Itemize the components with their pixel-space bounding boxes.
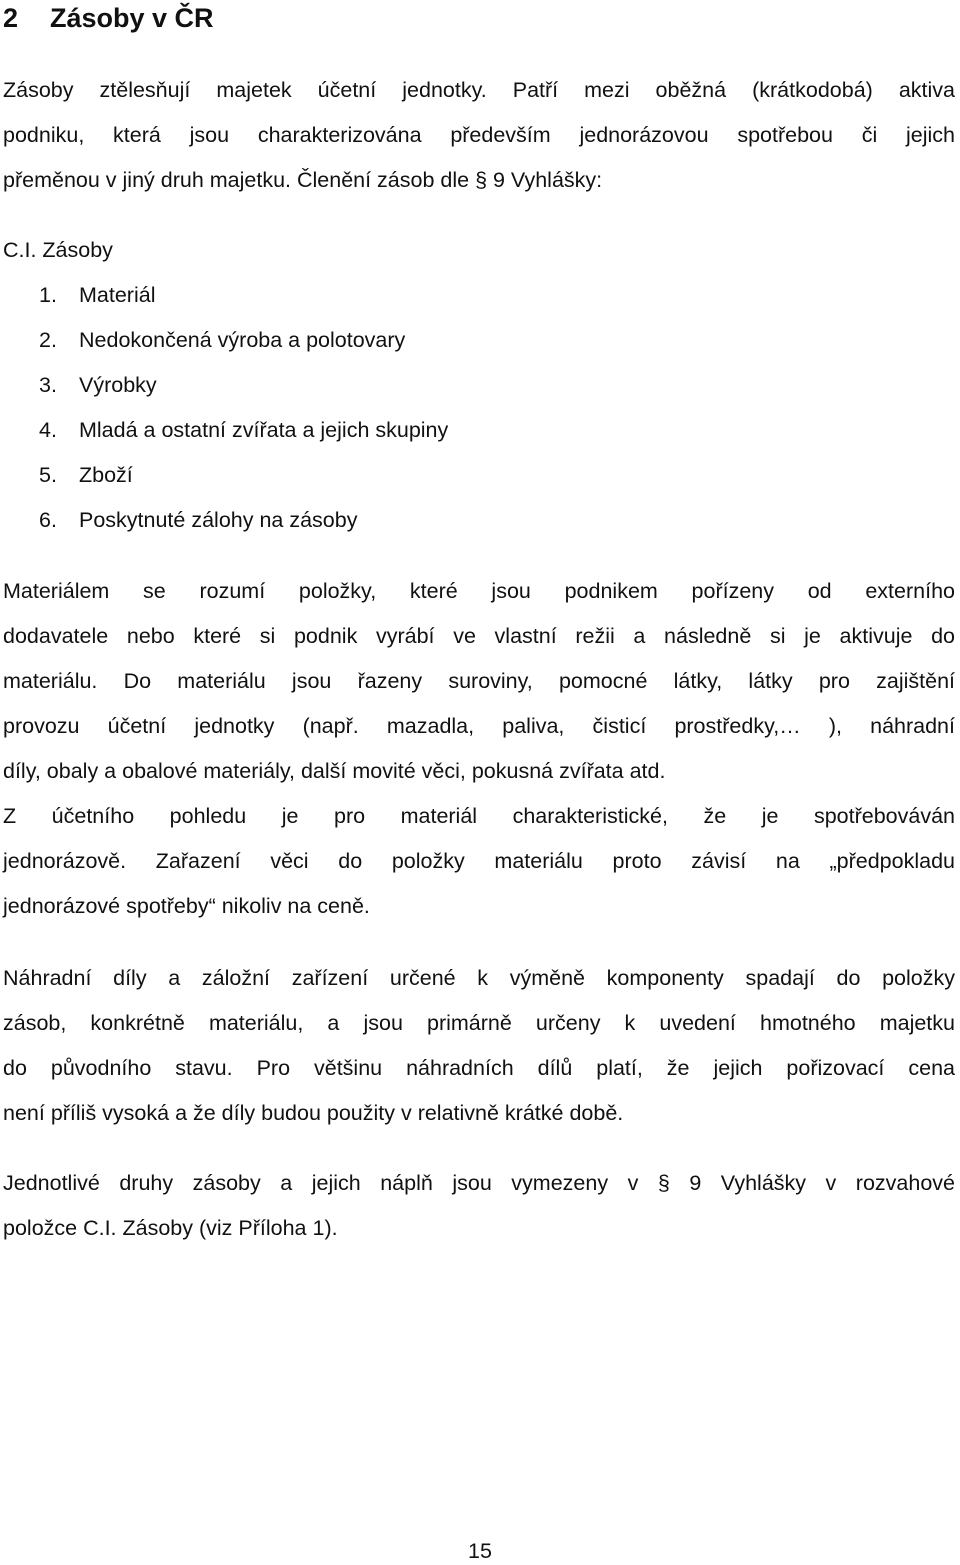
spare-parts-paragraph — [3, 956, 955, 1136]
list-item-label: Poskytnuté zálohy na zásoby — [79, 508, 358, 532]
section-number: 2 — [3, 3, 19, 33]
closing-paragraph — [3, 1161, 955, 1251]
list-item-number: 6. — [39, 508, 57, 532]
list-item-label: Mladá a ostatní zvířata a jejich skupiny — [79, 418, 449, 442]
list-item-number: 5. — [39, 463, 57, 487]
paragraph-line: není příliš vysoká a že díly budou použity v relativně krátké době. — [3, 1101, 624, 1125]
paragraph-line: do původního stavu. Pro většinu náhradních dílů platí, že jejich pořizovací cena — [3, 1056, 955, 1080]
paragraph-line: přeměnou v jiný druh majetku. Členění zásob dle § 9 Vyhlášky: — [3, 168, 603, 192]
paragraph-line: dodavatele nebo které si podnik vyrábí ve vlastní režii a následně si je aktivuje do — [3, 624, 955, 648]
section-title: Zásoby v ČR — [50, 3, 214, 33]
paragraph-line: provozu účetní jednotky (např. mazadla, paliva, čisticí prostředky,… ), náhradní — [3, 714, 955, 738]
classification-heading: C.I. Zásoby — [3, 238, 113, 262]
paragraph-line: jednorázově. Zařazení věci do položky materiálu proto závisí na „předpokladu — [3, 849, 955, 873]
paragraph-line: materiálu. Do materiálu jsou řazeny suroviny, pomocné látky, látky pro zajištění — [3, 669, 955, 693]
list-item-label: Nedokončená výroba a polotovary — [79, 328, 406, 352]
intro-paragraph — [3, 68, 955, 203]
inventory-category-list — [39, 273, 448, 543]
list-item — [39, 498, 448, 543]
list-item-number: 3. — [39, 373, 57, 397]
list-item — [39, 363, 448, 408]
list-item — [39, 408, 448, 453]
list-item-label: Zboží — [79, 463, 133, 487]
section-heading — [3, 0, 214, 36]
paragraph-line: zásob, konkrétně materiálu, a jsou primárně určeny k uvedení hmotného majetku — [3, 1011, 955, 1035]
paragraph-line: Z účetního pohledu je pro materiál charakteristické, že je spotřebováván — [3, 804, 955, 828]
paragraph-line: Materiálem se rozumí položky, které jsou podnikem pořízeny od externího — [3, 579, 955, 603]
list-item-label: Výrobky — [79, 373, 157, 397]
paragraph-line: Zásoby ztělesňují majetek účetní jednotky. Patří mezi oběžná (krátkodobá) aktiva — [3, 78, 955, 102]
paragraph-line: Jednotlivé druhy zásoby a jejich náplň jsou vymezeny v § 9 Vyhlášky v rozvahové — [3, 1171, 955, 1195]
paragraph-line: jednorázové spotřeby“ nikoliv na ceně. — [3, 894, 370, 918]
list-item — [39, 273, 448, 318]
paragraph-line: položce C.I. Zásoby (viz Příloha 1). — [3, 1216, 338, 1240]
page-number: 15 — [468, 1539, 492, 1563]
list-item — [39, 453, 448, 498]
list-item-number: 4. — [39, 418, 57, 442]
material-paragraph — [3, 569, 955, 929]
paragraph-line: díly, obaly a obalové materiály, další movité věci, pokusná zvířata atd. — [3, 759, 666, 783]
list-item-label: Materiál — [79, 283, 156, 307]
list-item-number: 1. — [39, 283, 57, 307]
paragraph-line: Náhradní díly a záložní zařízení určené k výměně komponenty spadají do položky — [3, 966, 955, 990]
paragraph-line: podniku, která jsou charakterizována především jednorázovou spotřebou či jejich — [3, 123, 955, 147]
list-item-number: 2. — [39, 328, 57, 352]
list-item — [39, 318, 448, 363]
